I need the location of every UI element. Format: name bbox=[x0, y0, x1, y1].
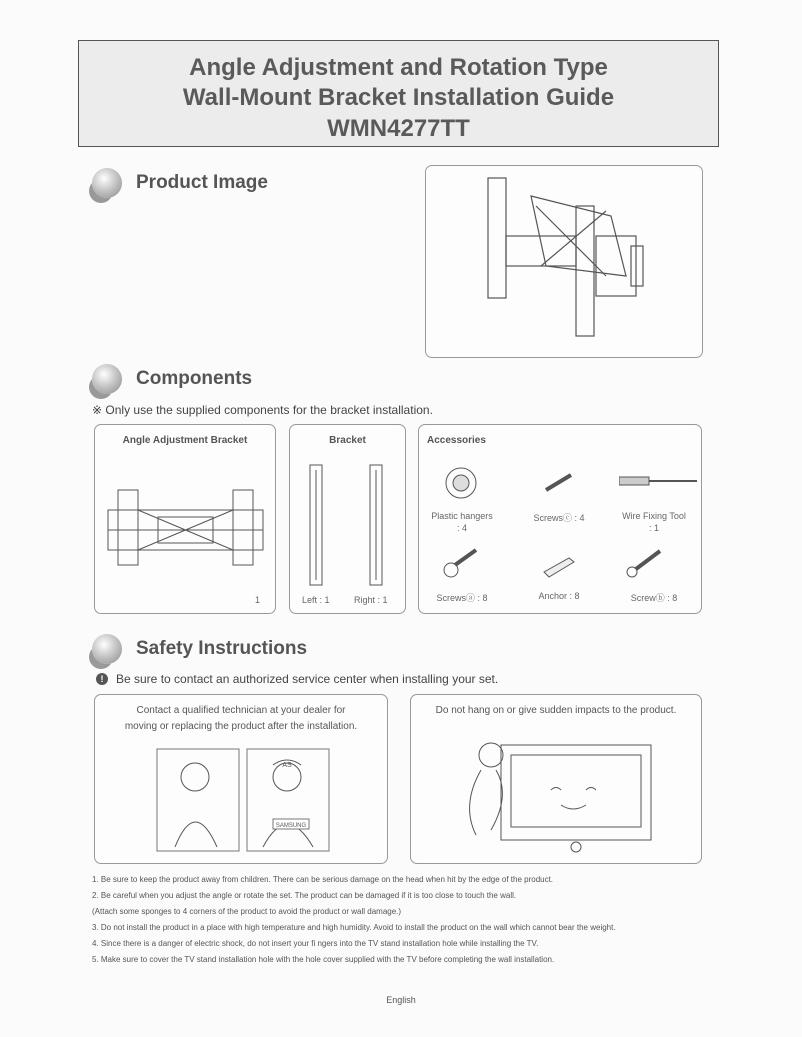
accessory-label: Screwsⓒ : 4 bbox=[533, 513, 585, 523]
screw-c-icon bbox=[541, 470, 576, 495]
accessory-qty: : 1 bbox=[648, 523, 659, 533]
wire-fixing-tool-icon bbox=[619, 475, 699, 487]
angle-bracket-title: Angle Adjustment Bracket bbox=[122, 435, 248, 446]
product-image-heading bbox=[92, 168, 268, 198]
safety-list-item: 5. Make sure to cover the TV stand installation hole with the hole cover supplied with the TV before completing the wall installation. bbox=[92, 955, 555, 964]
accessory-label: Plastic hangers bbox=[431, 511, 493, 521]
anchor-icon bbox=[539, 550, 579, 580]
footer-language: English bbox=[386, 995, 416, 1005]
accessory-label: Wire Fixing Tool bbox=[622, 511, 686, 521]
components-note: ※ Only use the supplied components for the bracket installation. bbox=[92, 403, 433, 417]
safety-heading bbox=[92, 634, 307, 664]
technician-illustration bbox=[155, 747, 335, 855]
safety-list bbox=[92, 872, 712, 968]
safety-list-item: 2. Be careful when you adjust the angle or rotate the set. The product can be damaged if it is too close to touch the wall. bbox=[92, 891, 517, 900]
accessory-label: Screwsⓐ : 8 bbox=[436, 593, 488, 603]
accessory-label: Screwⓑ : 8 bbox=[630, 593, 678, 603]
bullet-sphere-icon bbox=[92, 364, 122, 394]
screw-a-icon bbox=[441, 545, 481, 580]
angle-bracket-drawing bbox=[103, 485, 268, 570]
safety-list-item: 4. Since there is a danger of electric shock, do not insert your fi ngers into the TV stand installation hole while installing the TV. bbox=[92, 939, 539, 948]
wall-mount-bracket-image bbox=[426, 166, 702, 357]
components-title: Components bbox=[136, 368, 253, 389]
bracket-title: Bracket bbox=[329, 435, 366, 446]
shirt-logo-text: SAMSUNG bbox=[275, 823, 307, 829]
title-line-1: Angle Adjustment and Rotation Type bbox=[189, 54, 608, 81]
screw-b-icon bbox=[624, 545, 664, 580]
accessory-qty: : 4 bbox=[456, 523, 467, 533]
safety-list-item: 1. Be sure to keep the product away from children. There can be serious damage on the head when hit by the edge of the product. bbox=[92, 875, 554, 884]
bracket-left-qty: Left : 1 bbox=[302, 595, 330, 605]
child-on-tv-illustration bbox=[451, 735, 661, 860]
technician-panel bbox=[94, 694, 388, 864]
bullet-sphere-icon bbox=[92, 634, 122, 664]
product-image-title: Product Image bbox=[136, 172, 268, 193]
safety-list-item: 3. Do not install the product in a place with high temperature and high humidity. Avoid to install the product on the wall which cannot bear the weight. bbox=[92, 923, 616, 932]
plastic-hanger-icon bbox=[441, 463, 481, 501]
accessories-panel bbox=[418, 424, 702, 614]
safety-warning bbox=[96, 672, 498, 686]
safety-warning-text: Be sure to contact an authorized service center when installing your set. bbox=[116, 672, 499, 686]
technician-text-1: Contact a qualified technician at your dealer for bbox=[136, 705, 346, 716]
safety-title: Safety Instructions bbox=[136, 638, 308, 659]
accessories-title: Accessories bbox=[427, 435, 486, 446]
cap-text: AS bbox=[282, 762, 292, 769]
accessory-label: Anchor : 8 bbox=[538, 591, 580, 601]
bracket-panel bbox=[289, 424, 406, 614]
safety-list-item: (Attach some sponges to 4 corners of the product to avoid the product or wall damage.) bbox=[92, 907, 402, 916]
model-number: WMN4277TT bbox=[327, 115, 470, 142]
warning-icon: ! bbox=[96, 673, 108, 685]
bracket-right-qty: Right : 1 bbox=[354, 595, 388, 605]
no-hanging-text: Do not hang on or give sudden impacts to the product. bbox=[435, 705, 677, 716]
title-box bbox=[78, 40, 719, 147]
angle-bracket-qty: 1 bbox=[255, 595, 261, 605]
angle-bracket-panel bbox=[94, 424, 276, 614]
title-line-2: Wall-Mount Bracket Installation Guide bbox=[182, 84, 615, 111]
product-image-panel bbox=[425, 165, 703, 358]
components-heading bbox=[92, 364, 252, 394]
technician-text-2: moving or replacing the product after the installation. bbox=[124, 721, 358, 732]
no-hanging-panel bbox=[410, 694, 702, 864]
bracket-drawing bbox=[305, 460, 395, 590]
bullet-sphere-icon bbox=[92, 168, 122, 198]
